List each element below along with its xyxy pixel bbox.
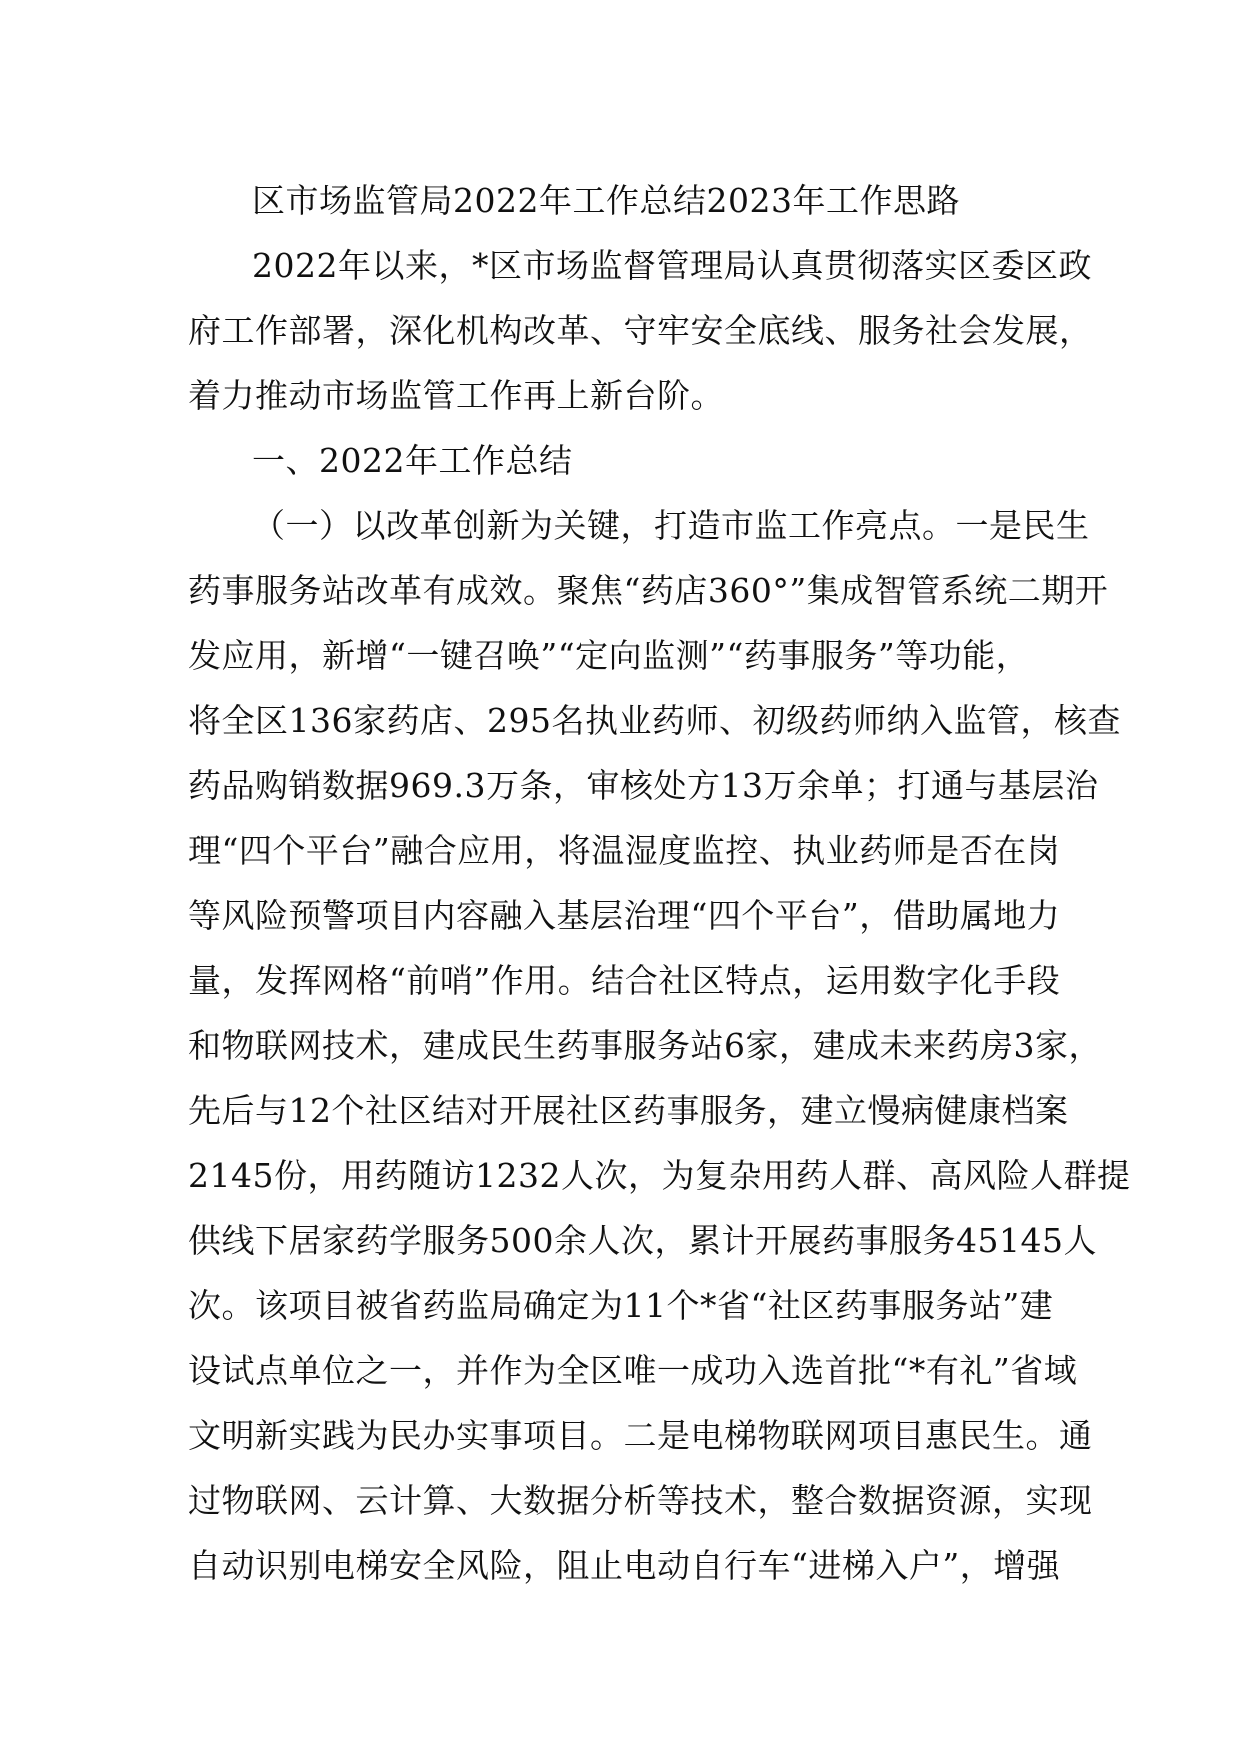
body-line: 发应用，新增“一键召唤”“定向监测”“药事服务”等功能， [188, 636, 1030, 675]
intro-line: 着力推动市场监管工作再上新台阶。 [188, 376, 724, 415]
body-line: 量，发挥网格“前哨”作用。结合社区特点，运用数字化手段 [188, 961, 1061, 1000]
section-heading: 一、2022年工作总结 [252, 441, 573, 480]
body-line: 等风险预警项目内容融入基层治理“四个平台”，借助属地力 [188, 896, 1061, 935]
body-line: 次。该项目被省药监局确定为11个*省“社区药事服务站”建 [188, 1286, 1054, 1325]
body-line: 药事服务站改革有成效。聚焦“药店360°”集成智管系统二期开 [188, 571, 1109, 610]
intro-line: 府工作部署，深化机构改革、守牢安全底线、服务社会发展， [188, 311, 1093, 350]
intro-line: 2022年以来，*区市场监督管理局认真贯彻落实区委区政 [252, 246, 1092, 285]
body-line: 药品购销数据969.3万条，审核处方13万余单；打通与基层治 [188, 766, 1099, 805]
body-line: （一）以改革创新为关键，打造市监工作亮点。一是民生 [252, 506, 1090, 545]
document-body [188, 168, 1131, 1598]
body-line: 自动识别电梯安全风险，阻止电动自行车“进梯入户”，增强 [188, 1546, 1061, 1585]
body-line: 先后与12个社区结对开展社区药事服务，建立慢病健康档案 [188, 1091, 1069, 1130]
body-line: 2145份，用药随访1232人次，为复杂用药人群、高风险人群提 [188, 1156, 1131, 1195]
body-line: 供线下居家药学服务500余人次，累计开展药事服务45145人 [188, 1221, 1097, 1260]
body-line: 文明新实践为民办实事项目。二是电梯物联网项目惠民生。通 [188, 1416, 1093, 1455]
body-line: 设试点单位之一，并作为全区唯一成功入选首批“*有礼”省域 [188, 1351, 1078, 1390]
body-line: 将全区136家药店、295名执业药师、初级药师纳入监管，核查 [188, 701, 1121, 740]
body-line: 和物联网技术，建成民生药事服务站6家，建成未来药房3家， [188, 1026, 1102, 1065]
body-line: 理“四个平台”融合应用，将温湿度监控、执业药师是否在岗 [188, 831, 1061, 870]
document-title: 区市场监管局2022年工作总结2023年工作思路 [252, 181, 960, 220]
body-line: 过物联网、云计算、大数据分析等技术，整合数据资源，实现 [188, 1481, 1093, 1520]
